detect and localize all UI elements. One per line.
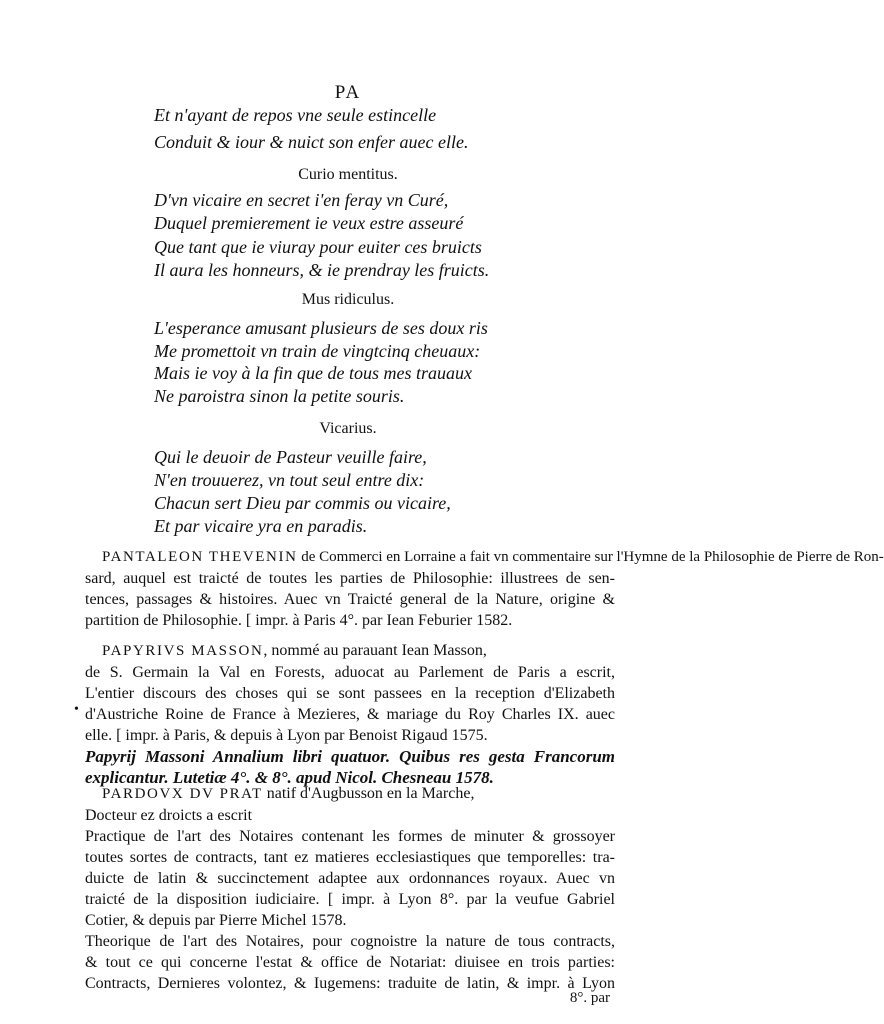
- verse-line: L'esperance amusant plusieurs de ses doux ris: [154, 318, 488, 338]
- entry-line: duicte de latin & succinctement adaptee aux ordonnances royaux. Auec vn: [85, 870, 615, 887]
- entry-line: toutes sortes de contracts, tant ez matieres ecclesiastiques que temporelles: tra-: [85, 849, 615, 866]
- entry-line: Contracts, Dernieres volontez, & Iugemens: traduite de latin, & impr. à Lyon: [85, 975, 615, 992]
- entry-line: Theorique de l'art des Notaires, pour cognoistre la nature de tous contracts,: [85, 933, 615, 950]
- verse-line: Il aura les honneurs, & ie prendray les fruicts.: [154, 260, 490, 280]
- entry-text: de Commerci en Lorraine a fait vn commentaire sur l'Hymne de la Philosophie de Pierre de Ron-: [301, 549, 884, 565]
- section-heading: Mus ridiculus.: [301, 291, 395, 308]
- entry-line: de S. Germain la Val en Forests, aduocat au Parlement de Paris a escrit,: [85, 664, 615, 681]
- entry-line: & tout ce qui concerne l'estat & office de Notariat: diuisee en trois parties:: [85, 954, 615, 971]
- verse-line: Mais ie voy à la fin que de tous mes trauaux: [154, 363, 472, 383]
- verse-line: Qui le deuoir de Pasteur veuille faire,: [154, 447, 427, 467]
- verse-line: Duquel premierement ie veux estre asseuré: [154, 213, 464, 233]
- verse-line: Conduit & iour & nuict son enfer auec elle.: [154, 132, 469, 152]
- author-name: PANTALEON THEVENIN: [102, 549, 298, 565]
- verse-line: Et n'ayant de repos vne seule estincelle: [154, 105, 437, 125]
- section-heading: Curio mentitus.: [298, 166, 398, 183]
- entry-line: traicté de la disposition iudiciaire. [ impr. à Lyon 8°. par la veufue Gabriel: [85, 891, 615, 908]
- entry-text: , nommé au parauant Iean Masson,: [263, 642, 487, 659]
- entry-line: tences, passages & histoires. Auec vn Traicté general de la Nature, origine &: [85, 591, 615, 608]
- entry-line: Cotier, & depuis par Pierre Michel 1578.: [85, 912, 347, 929]
- entry-prat: [85, 783, 615, 994]
- verse-line: Et par vicaire yra en paradis.: [154, 516, 368, 536]
- verse-line: Ne paroistra sinon la petite souris.: [154, 386, 405, 406]
- entry-line: partition de Philosophie. [ impr. à Paris 4°. par Iean Feburier 1582.: [85, 612, 513, 629]
- author-name: PARDOVX DV PRAT: [102, 786, 263, 802]
- running-header: PA: [334, 82, 362, 103]
- entry-latin-line: explicantur. Lutetiæ 4°. & 8°. apud Nicol. Chesneau 1578.: [85, 768, 494, 787]
- entry-masson: [85, 640, 615, 788]
- entry-first-line: [85, 547, 884, 568]
- verse-line: D'vn vicaire en secret i'en feray vn Curé,: [154, 190, 449, 210]
- section-heading: Vicarius.: [319, 420, 377, 437]
- catchword: 8°. par: [569, 990, 610, 1006]
- entry-text: natif d'Augbusson en la Marche,: [266, 785, 475, 802]
- verse-line: Chacun sert Dieu par commis ou vicaire,: [154, 493, 451, 513]
- margin-marker: •: [74, 702, 79, 717]
- entry-line: d'Austriche Roine de France à Mezieres, & mariage du Roy Charles IX. auec: [85, 706, 615, 723]
- verse-line: N'en trouuerez, vn tout seul entre dix:: [154, 470, 425, 490]
- entry-line: sard, auquel est traicté de toutes les parties de Philosophie: illustrees de sen-: [85, 570, 615, 587]
- entry-first-line: [85, 783, 615, 805]
- verse-line: Que tant que ie viuray pour euiter ces bruicts: [154, 237, 482, 257]
- entry-line: Practique de l'art des Notaires contenant les formes de minuter & grossoyer: [85, 828, 615, 845]
- entry-line: L'entier discours des choses qui se sont passees en la reception d'Elizabeth: [85, 685, 615, 702]
- verse-line: Me promettoit vn train de vingtcinq cheuaux:: [154, 341, 481, 361]
- entry-thevenin: [85, 547, 884, 631]
- entry-line: elle. [ impr. à Paris, & depuis à Lyon par Benoist Rigaud 1575.: [85, 727, 488, 744]
- entry-first-line: [85, 640, 615, 662]
- author-name: PAPYRIVS MASSON: [102, 643, 264, 659]
- entry-line: Docteur ez droicts a escrit: [85, 807, 253, 824]
- entry-latin-line: Papyrij Massoni Annalium libri quatuor. Quibus res gesta Francorum: [85, 747, 615, 766]
